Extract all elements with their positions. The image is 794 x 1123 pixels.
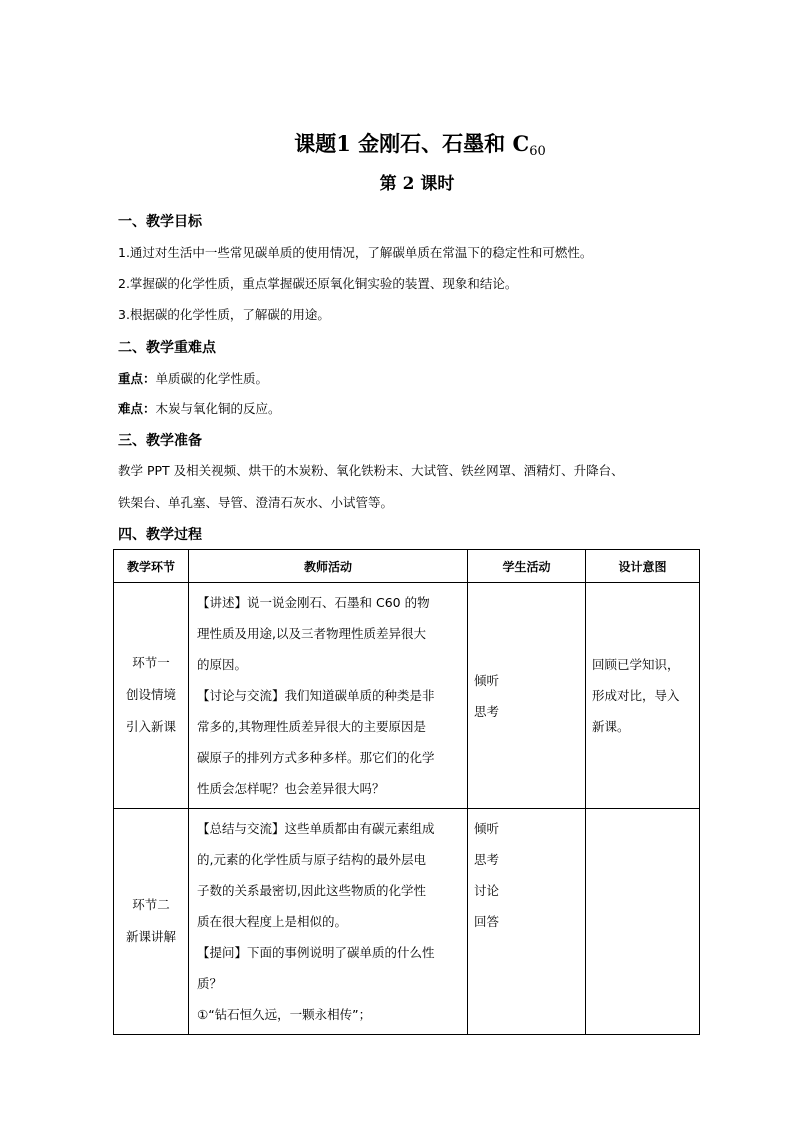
page-title (0, 128, 794, 168)
table-row (114, 583, 700, 809)
objectives-heading: 一、教学目标 (118, 214, 202, 230)
key-points-heading: 二、教学重难点 (118, 340, 216, 356)
difficulty-text: 木炭与氧化铜的反应。 (155, 401, 281, 416)
student-activity-cell (468, 583, 586, 809)
teacher-activity-cell (189, 809, 468, 1035)
teacher-line: 【讨论与交流】我们知道碳单质的种类是非 (197, 688, 435, 703)
preparation-heading: 三、教学准备 (118, 433, 202, 449)
teacher-line: ①“钻石恒久远，一颗永相传”； (197, 1007, 372, 1022)
focus-line (118, 369, 708, 389)
teacher-line: 的,元素的化学性质与原子结构的最外层电 (197, 852, 426, 867)
student-activity-cell (468, 809, 586, 1035)
difficulty-label: 难点： (118, 401, 156, 416)
teacher-line: 常多的,其物理性质差异很大的主要原因是 (197, 719, 426, 734)
intent-line: 形成对比，导入 (592, 688, 680, 703)
difficulty-line (118, 399, 708, 419)
stage-line: 新课讲解 (125, 929, 176, 944)
teacher-line: 性质会怎样呢？也会差异很大吗？ (197, 781, 385, 796)
stage-line: 引入新课 (125, 719, 176, 734)
teacher-activity-cell (189, 583, 468, 809)
student-line: 倾听 (474, 821, 500, 836)
intent-line: 回顾已学知识， (592, 657, 680, 672)
teacher-line: 子数的关系最密切,因此这些物质的化学性 (197, 883, 426, 898)
focus-text: 单质碳的化学性质。 (155, 371, 269, 386)
student-line: 回答 (474, 914, 500, 929)
design-intent-cell (586, 583, 700, 809)
header-cell: 教师活动 (189, 550, 468, 583)
objective-item: 3.根据碳的化学性质，了解碳的用途。 (118, 307, 330, 322)
student-line: 倾听 (474, 672, 500, 688)
preparation-line: 教学 PPT 及相关视频、烘干的木炭粉、氧化铁粉末、大试管、铁丝网罩、酒精灯、升降台、 (118, 463, 624, 478)
stage-line: 创设情境 (125, 687, 176, 702)
focus-label: 重点： (118, 371, 156, 386)
stage-cell (114, 583, 189, 809)
stage-cell (114, 809, 189, 1035)
teacher-line: 碳原子的排列方式多种多样。那它们的化学 (197, 750, 435, 765)
process-heading: 四、教学过程 (118, 527, 202, 543)
preparation-line: 铁架台、单孔塞、导管、澄清石灰水、小试管等。 (118, 495, 394, 510)
teacher-line: 理性质及用途,以及三者物理性质差异很大 (197, 626, 426, 641)
header-cell: 教学环节 (114, 550, 189, 583)
teacher-line: 质？ (197, 976, 223, 991)
design-intent-cell (586, 809, 700, 1035)
teacher-line: 【提问】下面的事例说明了碳单质的什么性 (197, 945, 435, 960)
teacher-line: 质在很大程度上是相似的。 (197, 914, 348, 929)
objective-item: 1.通过对生活中一些常见碳单质的使用情况，了解碳单质在常温下的稳定性和可燃性。 (118, 245, 593, 260)
table-row (114, 809, 700, 1035)
stage-line: 环节一 (132, 655, 170, 670)
title-text: 课题1 金刚石、石墨和 C (294, 131, 530, 156)
teacher-line: 的原因。 (197, 657, 248, 672)
student-line: 思考 (474, 852, 500, 867)
process-table (113, 549, 700, 1035)
title-subscript: 60 (529, 144, 546, 159)
table-header-row (114, 550, 700, 583)
teacher-line: 【讲述】说一说金刚石、石墨和 C60 的物 (197, 595, 430, 610)
intent-line: 新课。 (592, 719, 630, 734)
header-cell: 设计意图 (586, 550, 700, 583)
teacher-line: 【总结与交流】这些单质都由有碳元素组成 (197, 821, 435, 836)
objective-item: 2.掌握碳的化学性质，重点掌握碳还原氧化铜实验的装置、现象和结论。 (118, 276, 518, 291)
stage-line: 环节二 (132, 897, 170, 912)
student-line: 讨论 (474, 883, 500, 898)
student-line: 思考 (474, 703, 500, 719)
header-cell: 学生活动 (468, 550, 586, 583)
page-subtitle: 第 2 课时 (379, 174, 455, 194)
